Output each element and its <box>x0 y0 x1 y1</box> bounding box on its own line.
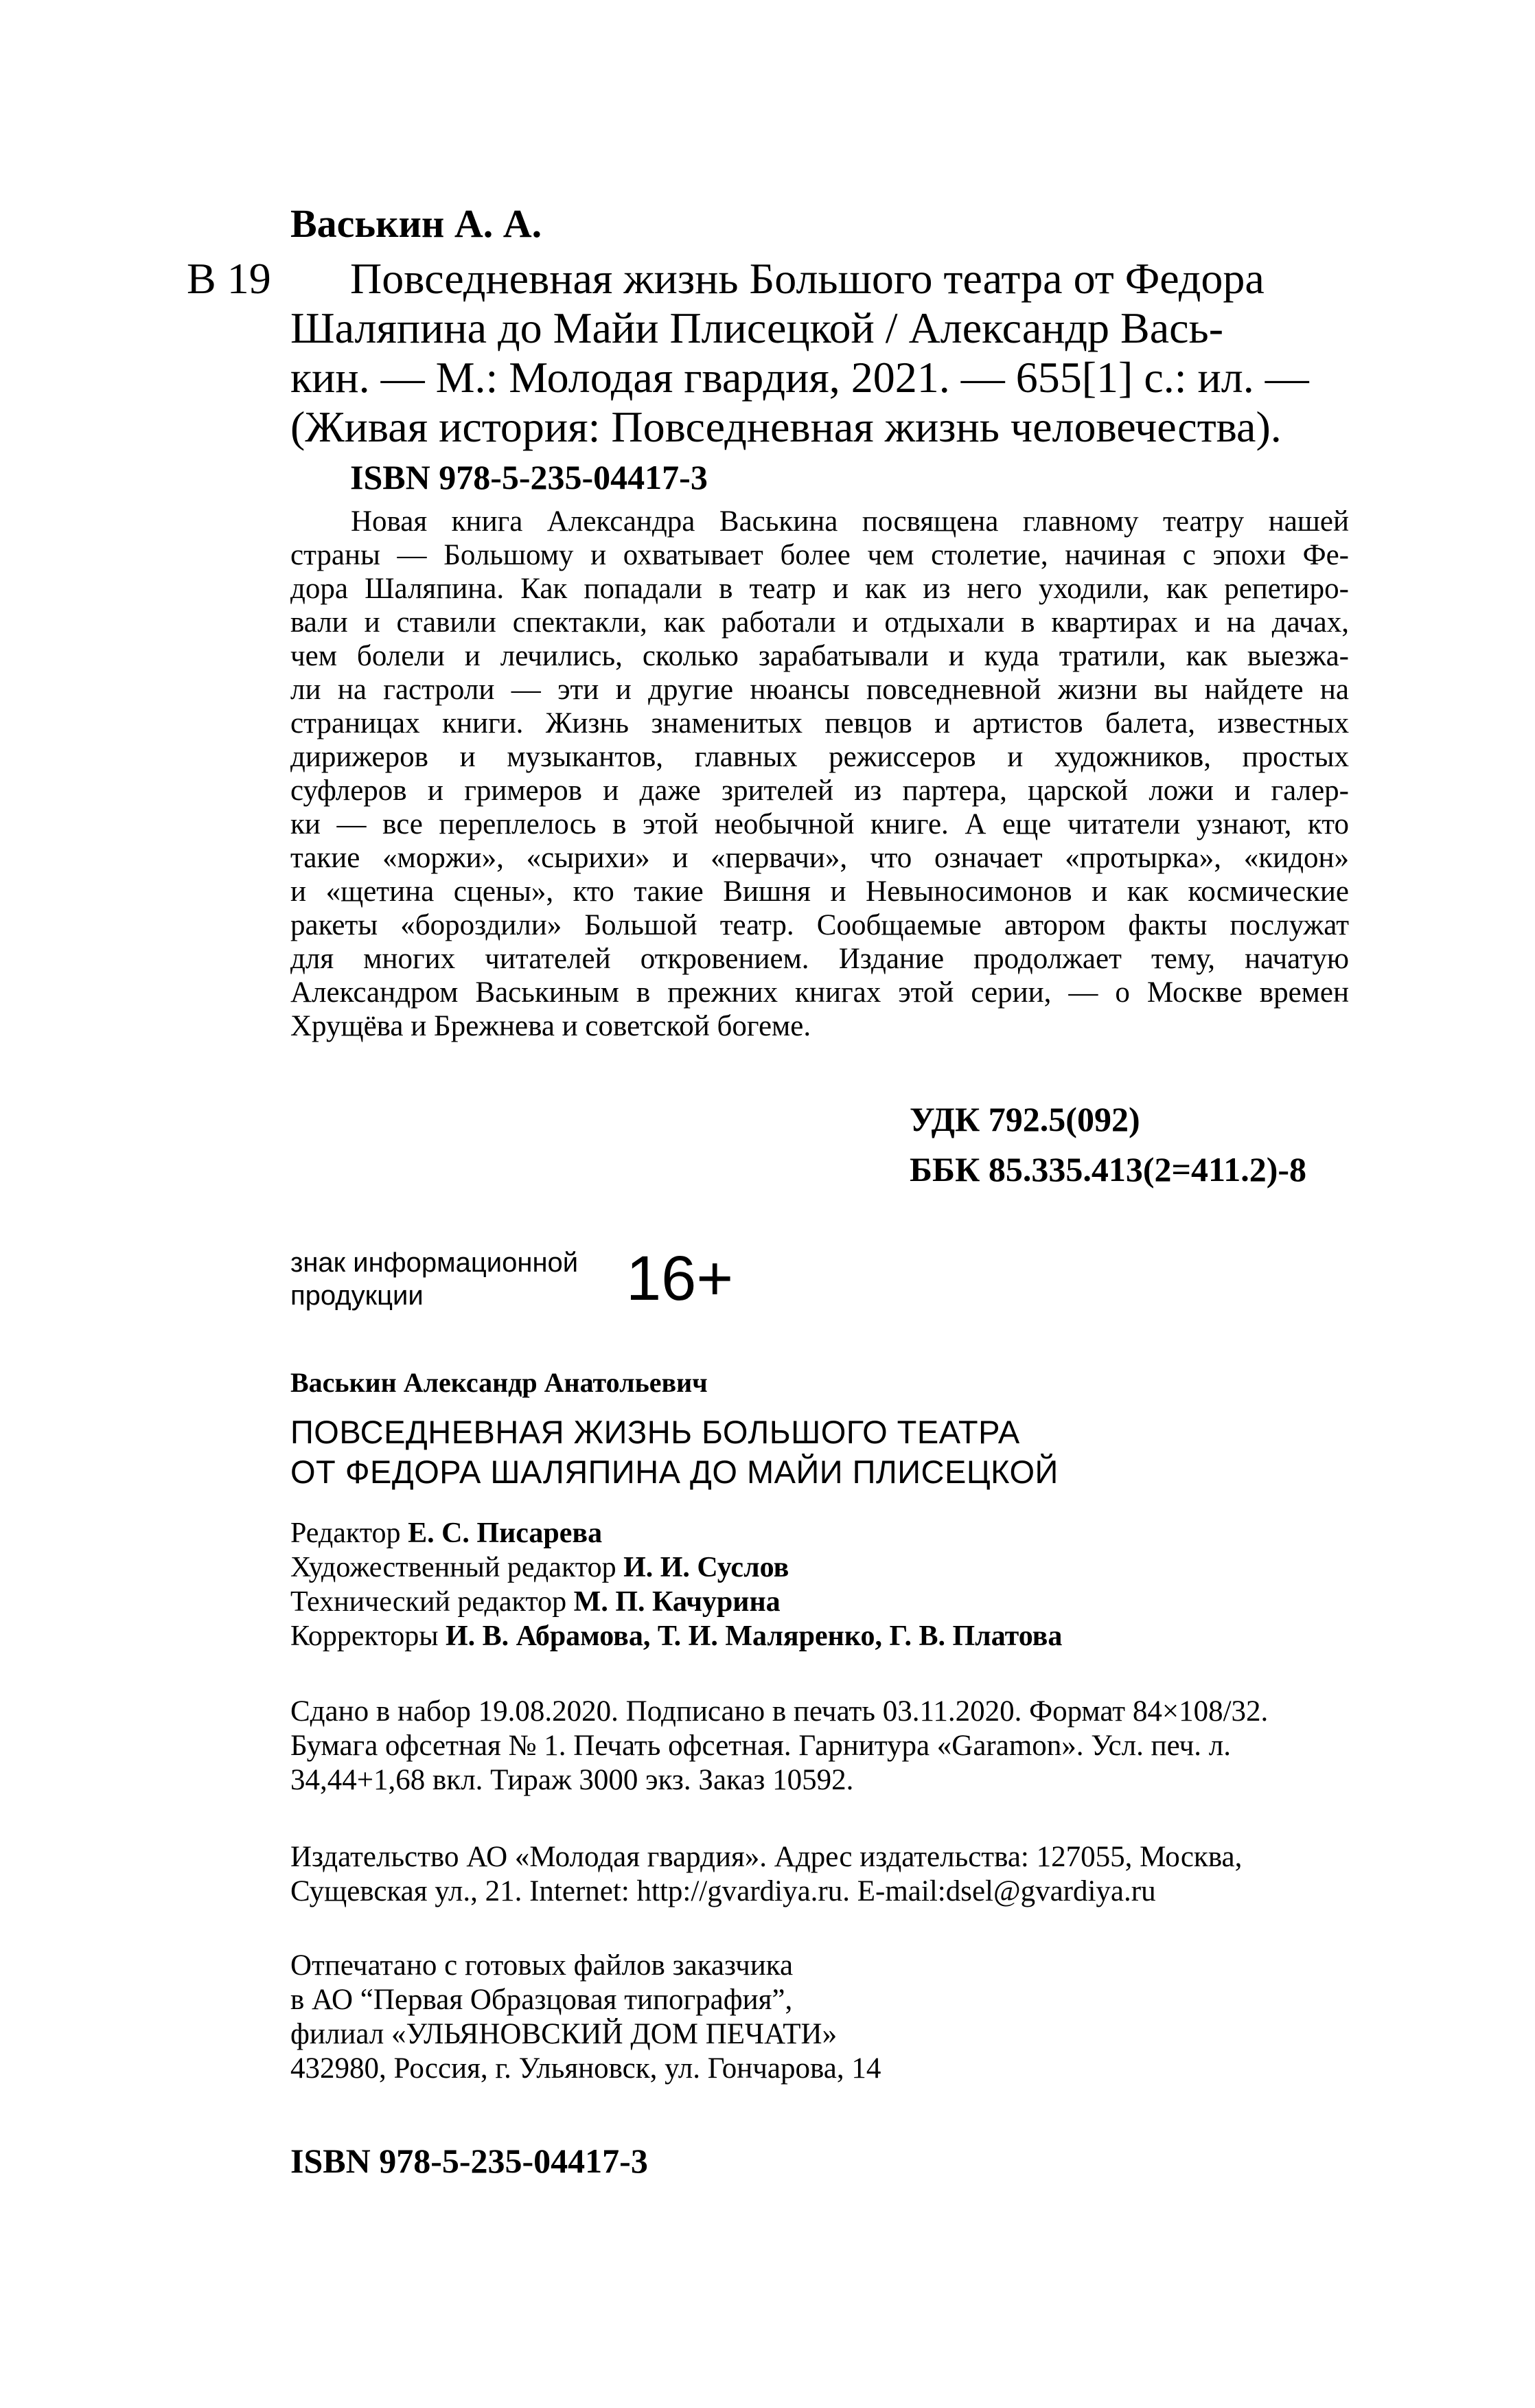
bibliographic-line: кин. — М.: Молодая гвардия, 2021. — 655[1] с.: ил. — <box>290 353 1309 402</box>
annotation-paragraph <box>290 505 1349 1043</box>
production-line: Бумага офсетная № 1. Печать офсетная. Гарнитура «Garamon». Усл. печ. л. <box>290 1730 1231 1762</box>
publisher-line: Издательство АО «Молодая гвардия». Адрес издательства: 127055, Москва, <box>290 1841 1243 1873</box>
publisher-line: Сущевская ул., 21. Internet: http://gvardiya.ru. E-mail:dsel@gvardiya.ru <box>290 1875 1156 1907</box>
production-line: 34,44+1,68 вкл. Тираж 3000 экз. Заказ 10592. <box>290 1764 854 1796</box>
printer-line: в АО “Первая Образцовая типография”, <box>290 1984 793 2016</box>
annotation-line: ли на гастроли — эти и другие нюансы повседневной жизни вы найдете на <box>290 674 1349 706</box>
bibliographic-line: Шаляпина до Майи Плисецкой / Александр Вась- <box>290 303 1224 352</box>
credit-editor <box>290 1516 602 1550</box>
printer-line: филиал «УЛЬЯНОВСКИЙ ДОМ ПЕЧАТИ» <box>290 2018 838 2050</box>
credit-name: Е. С. Писарева <box>408 1517 603 1549</box>
credit-name: И. В. Абрамова, Т. И. Маляренко, Г. В. Платова <box>445 1620 1063 1652</box>
bibliographic-line: Повседневная жизнь Большого театра от Федора <box>350 254 1265 303</box>
credit-name: И. И. Суслов <box>623 1552 789 1583</box>
credit-role: Корректоры <box>290 1620 446 1652</box>
production-line: Сдано в набор 19.08.2020. Подписано в печать 03.11.2020. Формат 84×108/32. <box>290 1695 1269 1728</box>
annotation-line: такие «моржи», «сырихи» и «первачи», что означает «протырка», «кидон» <box>290 842 1349 874</box>
author-heading: Васькин А. А. <box>290 201 542 246</box>
annotation-line: Хрущёва и Брежнева и советской богеме. <box>290 1010 811 1042</box>
info-sign-label <box>290 1246 578 1312</box>
annotation-line: Новая книга Александра Васькина посвящена главному театру нашей <box>351 505 1349 538</box>
isbn-imprint: ISBN 978-5-235-04417-3 <box>290 2142 648 2180</box>
annotation-line: страны — Большому и охватывает более чем столетие, начиная с эпохи Фе- <box>290 539 1349 571</box>
annotation-line: дора Шаляпина. Как попадали в театр и как из него уходили, как репетиро- <box>290 573 1349 605</box>
credit-role: Редактор <box>290 1517 408 1549</box>
annotation-line: ракеты «бороздили» Большой театр. Сообщаемые автором факты послужат <box>290 909 1349 941</box>
credit-proofreaders <box>290 1619 1062 1653</box>
annotation-line: и «щетина сцены», кто такие Вишня и Невыносимонов и как космические <box>290 875 1349 908</box>
annotation-line: чем болели и лечились, сколько зарабатывали и куда тратили, как выезжа- <box>290 640 1349 672</box>
info-sign-label-line: знак информационной <box>290 1248 579 1278</box>
printer-line: 432980, Россия, г. Ульяновск, ул. Гончарова, 14 <box>290 2052 881 2085</box>
book-title-line: ОТ ФЕДОРА ШАЛЯПИНА ДО МАЙИ ПЛИСЕЦКОЙ <box>290 1454 1059 1490</box>
bbk-code: ББК 85.335.413(2=411.2)-8 <box>910 1150 1307 1189</box>
printer-line: Отпечатано с готовых файлов заказчика <box>290 1949 794 1982</box>
credit-role: Технический редактор <box>290 1586 574 1618</box>
annotation-line: суфлеров и гримеров и даже зрителей из партера, царской ложи и галер- <box>290 775 1349 807</box>
credit-art-editor <box>290 1550 789 1585</box>
udk-code: УДК 792.5(092) <box>910 1100 1140 1138</box>
shelf-code: В 19 <box>187 254 271 303</box>
annotation-line: для многих читателей откровением. Издание продолжает тему, начатую <box>290 943 1349 975</box>
info-sign-label-line: продукции <box>290 1281 424 1311</box>
annotation-line: ки — все переплелось в этой необычной книге. А еще читатели узнают, кто <box>290 808 1349 840</box>
annotation-line: вали и ставили спектакли, как работали и отдыхали в квартирах и на дачах, <box>290 606 1349 639</box>
credit-name: М. П. Качурина <box>573 1586 781 1618</box>
bibliographic-line: (Живая история: Повседневная жизнь человечества). <box>290 402 1282 451</box>
credit-role: Художественный редактор <box>290 1552 624 1583</box>
isbn-card: ISBN 978-5-235-04417-3 <box>350 458 708 496</box>
annotation-line: страницах книги. Жизнь знаменитых певцов и артистов балета, известных <box>290 707 1349 739</box>
credit-tech-editor <box>290 1585 781 1619</box>
annotation-line: дирижеров и музыкантов, главных режиссеров и художников, простых <box>290 741 1349 773</box>
book-title-line: ПОВСЕДНЕВНАЯ ЖИЗНЬ БОЛЬШОГО ТЕАТРА <box>290 1414 1020 1450</box>
author-full-name: Васькин Александр Анатольевич <box>290 1367 708 1398</box>
annotation-line: Александром Васькиным в прежних книгах этой серии, — о Москве времен <box>290 976 1349 1009</box>
age-rating-badge: 16+ <box>626 1243 734 1314</box>
